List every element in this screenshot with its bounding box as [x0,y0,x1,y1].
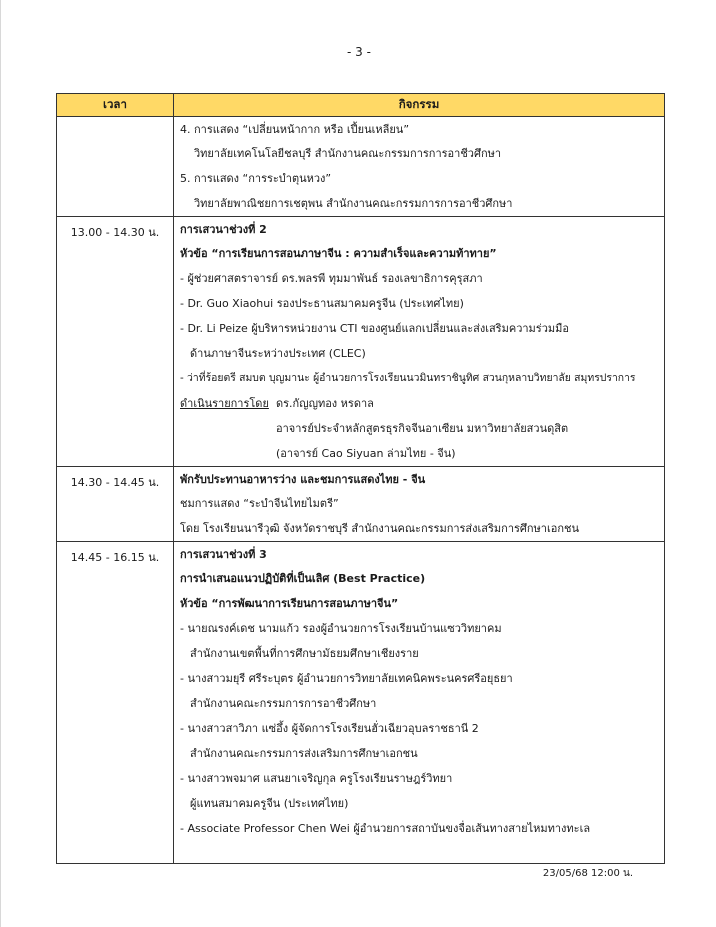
session-topic: หัวข้อ “การเรียนการสอนภาษาจีน : ความสำเร็จและความท้าทาย” [180,247,497,260]
speaker-line: สำนักงานคณะกรรมการการอาชีวศึกษา [190,697,377,710]
schedule-table [56,93,665,864]
session-title: การเสวนาช่วงที่ 2 [180,223,267,236]
session-subtitle: การนำเสนอแนวปฏิบัติที่เป็นเลิศ (Best Practice) [180,572,426,585]
moderator-name: ดร.กัญญทอง หรดาล [276,397,374,410]
speaker-line: ผู้แทนสมาคมครูจีน (ประเทศไทย) [190,797,349,810]
row-activity [174,217,665,467]
row-time: 13.00 - 14.30 น. [57,217,174,467]
speaker-line: - นางสาวมยุรี ศรีระบุตร ผู้อำนวยการวิทยาลัยเทคนิคพระนครศรีอยุธยา [180,672,513,685]
speaker-line: - ว่าที่ร้อยตรี สมบต บุญมานะ ผู้อำนวยการโรงเรียนนวมินทราชินูทิศ สวนกุหลาบวิทยาลัย สมุทรปราการ [180,372,636,384]
session-title: การเสวนาช่วงที่ 3 [180,548,267,561]
table-row [57,117,665,217]
header-time: เวลา [57,94,174,117]
speaker-line: - Dr. Guo Xiaohui รองประธานสมาคมครูจีน (ประเทศไทย) [180,297,464,310]
footer-timestamp: 23/05/68 12:00 น. [542,868,633,879]
table-header-row [57,94,665,117]
moderator-line: อาจารย์ประจำหลักสูตรธุรกิจจีนอาเซียน มหาวิทยาลัยสวนดุสิต [276,422,569,435]
page-number: - 3 - [347,45,371,59]
speaker-line: - Associate Professor Chen Wei ผู้อำนวยการสถาบันขงจื่อเส้นทางสายไหมทางทะเล [180,822,591,835]
row-time: 14.45 - 16.15 น. [57,542,174,864]
row-activity [174,542,665,864]
session-topic: หัวข้อ “การพัฒนาการเรียนการสอนภาษาจีน” [180,597,399,610]
activity-line: โดย โรงเรียนนารีวุฒิ จังหวัดราชบุรี สำนักงานคณะกรรมการส่งเสริมการศึกษาเอกชน [180,522,579,535]
moderator-label: ดำเนินรายการโดย [180,397,269,410]
break-title: พักรับประทานอาหารว่าง และชมการแสดงไทย - จีน [180,473,426,486]
moderator-line [174,391,664,416]
speaker-line: - Dr. Li Peize ผู้บริหารหน่วยงาน CTI ของศูนย์แลกเปลี่ยนและส่งเสริมความร่วมมือ [180,322,569,335]
activity-line: ชมการแสดง “ระบำจีนไทยไมตรี” [180,497,339,510]
activity-line: 5. การแสดง “การระบำตุนหวง” [180,172,332,185]
header-activity: กิจกรรม [174,94,665,117]
table-row [57,217,665,467]
activity-line: วิทยาลัยเทคโนโลยีชลบุรี สำนักงานคณะกรรมการการอาชีวศึกษา [194,147,502,160]
row-activity [174,117,665,217]
table-row [57,542,665,864]
speaker-line: - ผู้ช่วยศาสตราจารย์ ดร.พลรพี ทุมมาพันธ์ รองเลขาธิการคุรุสภา [180,272,483,285]
speaker-line: ด้านภาษาจีนระหว่างประเทศ (CLEC) [190,347,366,360]
speaker-line: - นางสาวสาวิภา แซ่อึ้ง ผู้จัดการโรงเรียนฮั่วเฉียวอุบลราชธานี 2 [180,722,479,735]
row-time [57,117,174,217]
activity-line: วิทยาลัยพาณิชยการเชตุพน สำนักงานคณะกรรมการการอาชีวศึกษา [194,197,513,210]
table-row [57,467,665,542]
row-activity [174,467,665,542]
speaker-line: - นายณรงค์เดช นามแก้ว รองผู้อำนวยการโรงเรียนบ้านแซววิทยาคม [180,622,502,635]
row-time: 14.30 - 14.45 น. [57,467,174,542]
activity-line: 4. การแสดง “เปลี่ยนหน้ากาก หรือ เปี้ยนเหลียน” [180,123,410,136]
speaker-line: สำนักงานคณะกรรมการส่งเสริมการศึกษาเอกชน [190,747,418,760]
speaker-line: - นางสาวพจมาศ แสนยาเจริญกุล ครูโรงเรียนราษฎร์วิทยา [180,772,453,785]
speaker-line: สำนักงานเขตพื้นที่การศึกษามัธยมศึกษาเชียงราย [190,647,419,660]
moderator-line: (อาจารย์ Cao Siyuan ล่ามไทย - จีน) [276,447,456,460]
